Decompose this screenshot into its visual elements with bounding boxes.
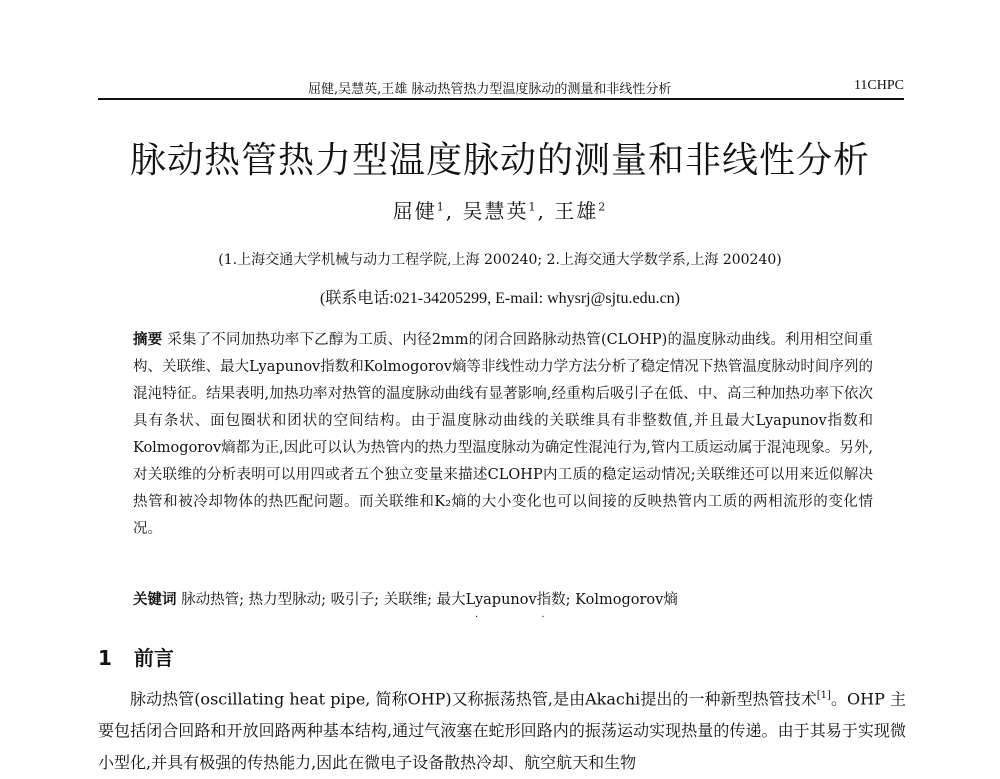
affiliations: (1.上海交通大学机械与动力工程学院,上海 200240; 2.上海交通大学数学系,上海 200240) xyxy=(218,252,782,268)
running-header xyxy=(98,72,904,100)
citation-ref: [1] xyxy=(816,690,831,701)
conference-label: 11CHPC xyxy=(853,78,904,93)
contact-info: (联系电话:021-34205299, E-mail: whysrj@sjtu.edu.cn) xyxy=(319,290,681,307)
abstract-text: 采集了不同加热功率下乙醇为工质、内径2mm的闭合回路脉动热管(CLOHP)的温度脉动曲线。利用相空间重构、关联维、最大Lyapunov指数和Kolmogorov熵等非线性动力学方法分析了稳定情况下热管温度脉动时间序列的混沌特征。结果表明,加热功率对热管的温度脉动曲线有显著影响,经重构后吸引子在低、中、高三种加热功率下依次具有条状、面包圈状和团状的空间结构。由于温度脉动曲线的关联维具有非整数值,并且最大Lyapunov指数和Kolmogorov熵都为正,因此可以认为热管内的热力型温度脉动为确定性混沌行为,管内工质运动属于混沌现象。另外,对关联维的分析表明可以用四或者五个独立变量来描述CLOHP内工质的稳定运动情况;关联维还可以用来近似解决热管和被冷却物体的热匹配问题。而关联维和K₂熵的大小变化也可以间接的反映热管内工质的两相流形的变化情况。 xyxy=(133,332,874,537)
keywords xyxy=(133,586,873,614)
body-paragraph xyxy=(98,680,906,779)
author-name: 屈健 xyxy=(392,199,437,223)
author-affiliation-mark: 2 xyxy=(598,200,608,214)
running-header-title: 屈健,吴慧英,王雄 脉动热管热力型温度脉动的测量和非线性分析 xyxy=(308,82,672,97)
abstract xyxy=(133,326,873,543)
section-heading xyxy=(98,642,174,671)
section-title: 前言 xyxy=(133,646,174,670)
keywords-text: 脉动热管; 热力型脉动; 吸引子; 关联维; 最大Lyapunov指数; Kolmogorov熵 xyxy=(181,592,678,608)
stray-marks: · · xyxy=(475,612,575,623)
abstract-label: 摘要 xyxy=(133,331,163,348)
author-name: 吴慧英 xyxy=(462,199,529,223)
author-name: 王雄 xyxy=(554,199,599,223)
author-affiliation-mark: 1 xyxy=(436,200,446,214)
author-affiliation-mark: 1 xyxy=(528,200,538,214)
paper-title: 脉动热管热力型温度脉动的测量和非线性分析 xyxy=(129,140,870,181)
body-text-continued: 。OHP 主要包括闭合回路和开放回路两种基本结构,通过气液塞在蛇形回路内的振荡运动实现热量的传递。由于其易于实现微小型化,并具有极强的传热能力,因此在微电子设备散热冷却、航空航天和生物 xyxy=(98,689,906,773)
author-list: 屈健$^1$, 吴慧英$^1$, 王雄$^2$ xyxy=(392,199,608,223)
keywords-label: 关键词 xyxy=(133,591,177,608)
section-number: 1 xyxy=(98,646,112,670)
body-text: 脉动热管(oscillating heat pipe, 简称OHP)又称振荡热管,是由Akachi提出的一种新型热管技术 xyxy=(130,689,817,709)
